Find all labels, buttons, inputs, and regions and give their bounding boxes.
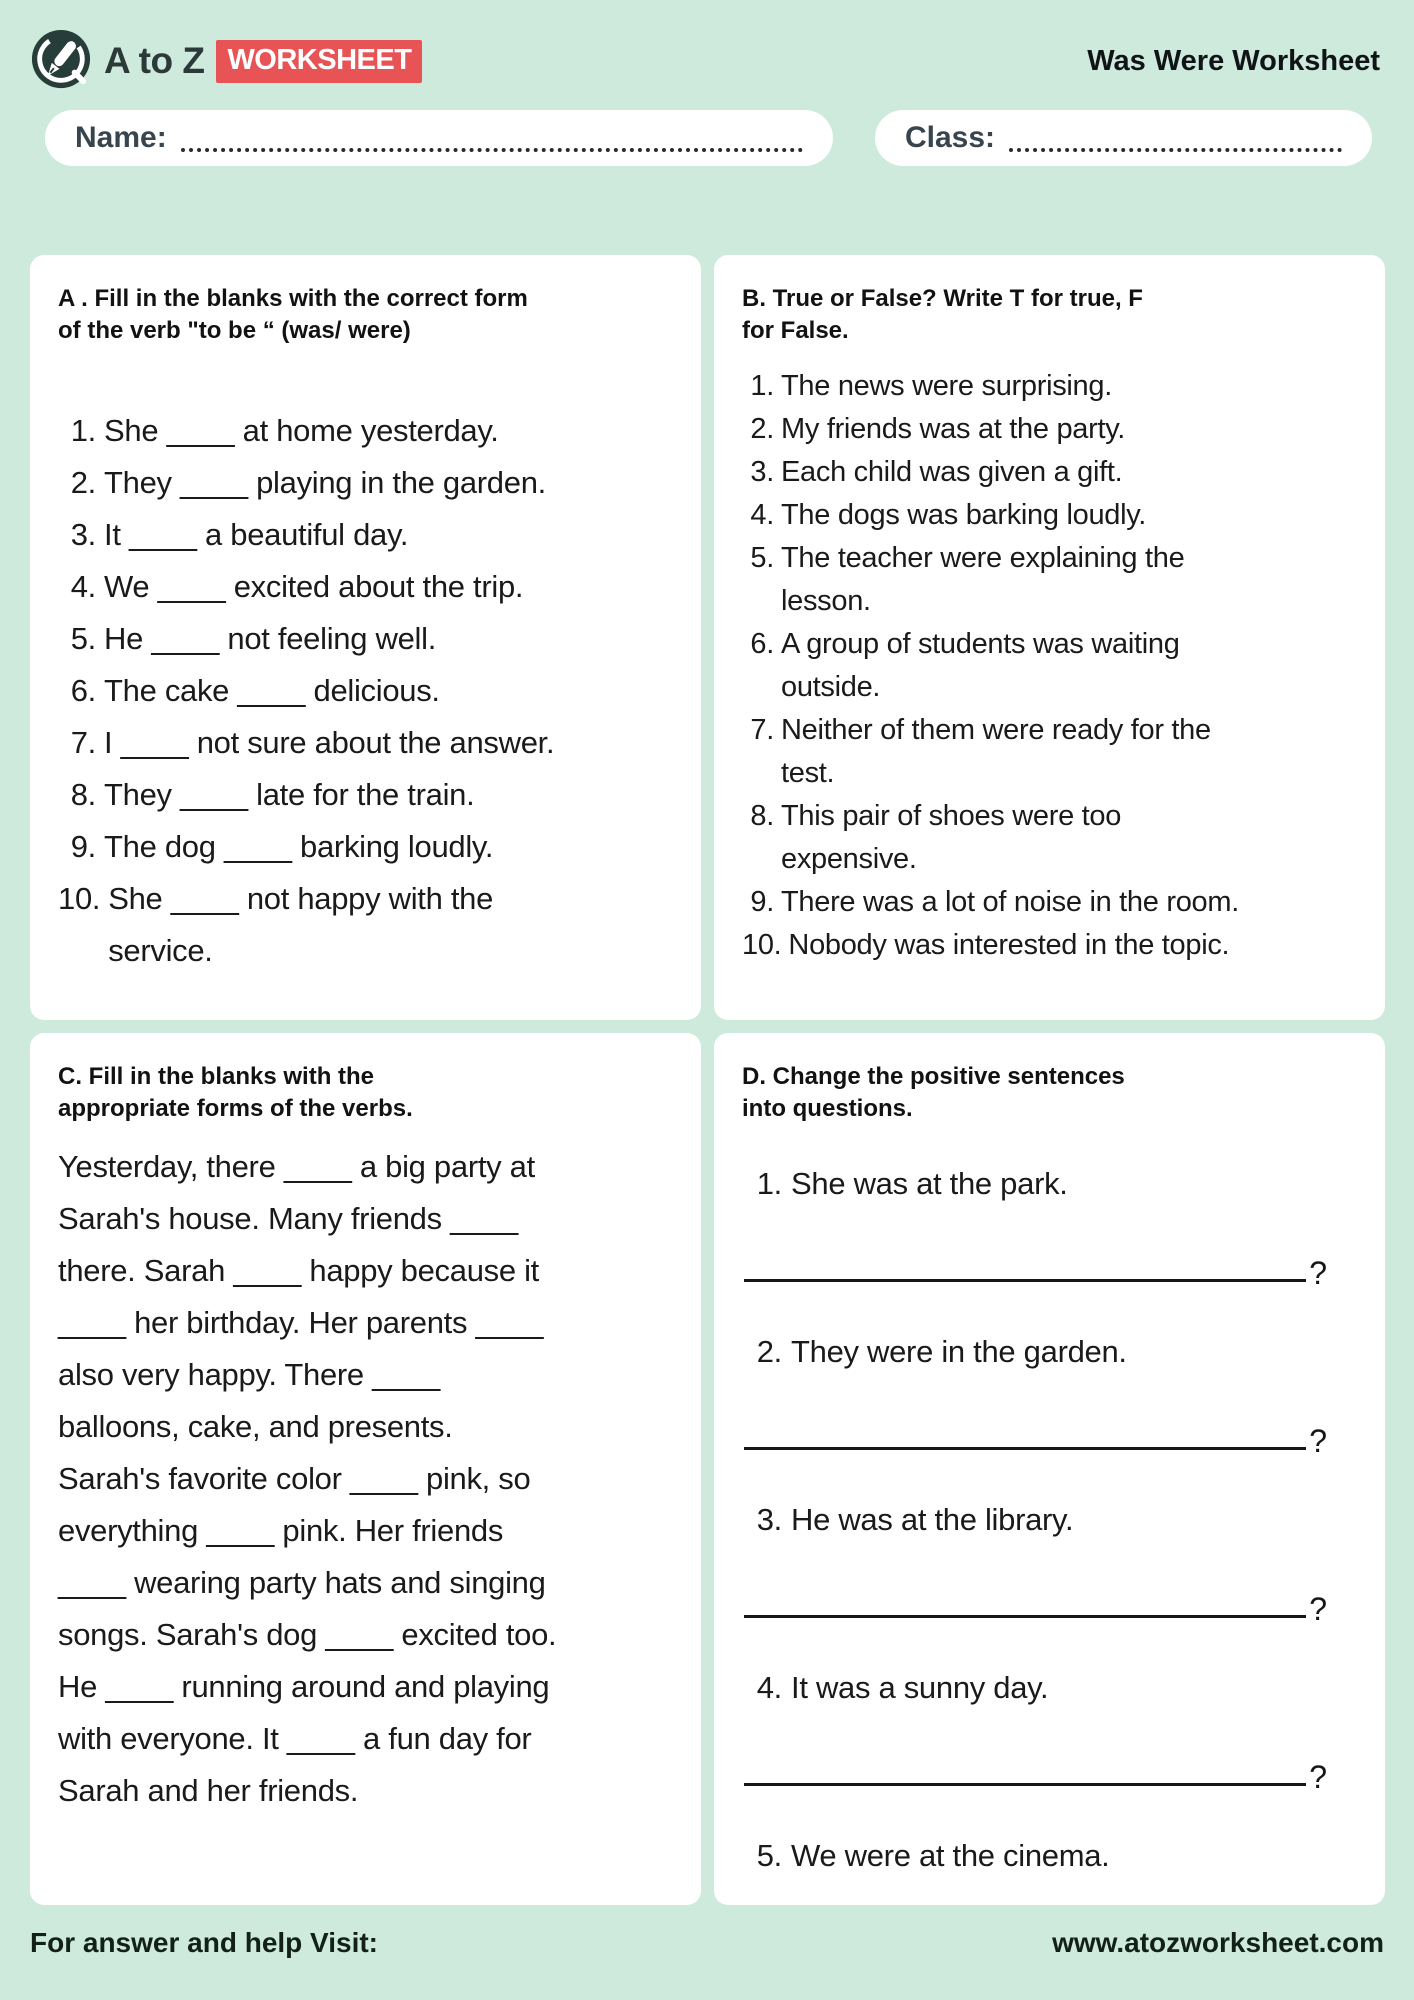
item-number: 1.	[756, 1166, 782, 1201]
section-a-card	[30, 255, 701, 1020]
true-false-item	[742, 795, 1264, 881]
brand-logo	[30, 28, 422, 95]
class-field	[875, 110, 1372, 166]
item-text: This pair of shoes were too expensive.	[781, 800, 1122, 875]
name-label: Name:	[75, 121, 167, 154]
section-d-heading	[742, 1061, 1357, 1125]
item-text: We were at the cinema.	[791, 1838, 1110, 1873]
item-number: 8.	[750, 800, 774, 832]
section-a-heading	[58, 283, 673, 347]
item-text: The dogs was barking loudly.	[781, 499, 1147, 531]
section-c-heading	[58, 1061, 673, 1125]
section-a-list	[58, 405, 598, 977]
student-fields-row	[0, 110, 1414, 166]
question-sentence	[742, 1499, 1357, 1541]
item-text: The dog ____ barking loudly.	[104, 829, 494, 864]
footer-website-url: www.atozworksheet.com	[1052, 1927, 1384, 1958]
item-number: 1.	[70, 413, 96, 448]
answer-line	[744, 1425, 1327, 1457]
item-number: 2.	[70, 465, 96, 500]
item-text: They were in the garden.	[791, 1334, 1127, 1369]
question-item	[742, 1835, 1357, 1905]
fill-blank-item	[58, 769, 598, 821]
footer-help-text: For answer and help Visit:	[30, 1927, 379, 1958]
worksheet-grid	[30, 255, 1385, 1905]
item-number: 7.	[70, 725, 96, 760]
pen-circle-icon	[30, 28, 92, 95]
item-number: 2.	[750, 413, 774, 445]
question-item	[742, 1331, 1357, 1457]
question-mark: ?	[1309, 1255, 1327, 1291]
question-item	[742, 1163, 1357, 1289]
item-number: 9.	[70, 829, 96, 864]
item-text: The cake ____ delicious.	[104, 673, 440, 708]
item-text: A group of students was waiting outside.	[781, 628, 1180, 703]
item-text: The teacher were explaining the lesson.	[781, 542, 1185, 617]
item-text: It was a sunny day.	[791, 1670, 1049, 1705]
answer-rule	[744, 1279, 1306, 1282]
item-text: I ____ not sure about the answer.	[104, 725, 555, 760]
item-number: 10.	[58, 881, 101, 916]
brand-badge: WORKSHEET	[216, 40, 422, 83]
section-c-heading-line2: appropriate forms of the verbs.	[58, 1095, 413, 1122]
section-b-heading-line2: for False.	[742, 317, 849, 344]
fill-blank-item	[58, 821, 598, 873]
item-number: 6.	[70, 673, 96, 708]
section-d-list	[742, 1163, 1357, 1905]
answer-rule	[744, 1447, 1306, 1450]
name-field	[45, 110, 833, 166]
item-number: 7.	[750, 714, 774, 746]
true-false-item	[742, 924, 1264, 967]
answer-line	[744, 1593, 1327, 1625]
class-label: Class:	[905, 121, 996, 154]
item-text: She ____ at home yesterday.	[104, 413, 499, 448]
item-number: 4.	[756, 1670, 782, 1705]
class-dotted-line	[1009, 148, 1342, 152]
section-b-card	[714, 255, 1385, 1020]
item-text: It ____ a beautiful day.	[104, 517, 409, 552]
page-title: Was Were Worksheet	[1087, 44, 1380, 77]
item-text: They ____ late for the train.	[104, 777, 475, 812]
question-item	[742, 1499, 1357, 1625]
fill-blank-item	[58, 561, 598, 613]
fill-blank-item	[58, 873, 598, 977]
fill-blank-item	[58, 613, 598, 665]
item-number: 5.	[756, 1838, 782, 1873]
fill-blank-item	[58, 457, 598, 509]
question-item	[742, 1667, 1357, 1793]
item-text: Neither of them were ready for the test.	[781, 714, 1211, 789]
true-false-item	[742, 365, 1264, 408]
answer-rule	[744, 1615, 1306, 1618]
true-false-item	[742, 408, 1264, 451]
item-text: There was a lot of noise in the room.	[781, 886, 1239, 918]
true-false-item	[742, 881, 1264, 924]
section-d-heading-line1: D. Change the positive sentences	[742, 1063, 1125, 1090]
section-d-card	[714, 1033, 1385, 1905]
section-b-heading-line1: B. True or False? Write T for true, F	[742, 285, 1143, 312]
true-false-item	[742, 451, 1264, 494]
item-number: 3.	[750, 456, 774, 488]
section-b-heading	[742, 283, 1357, 347]
answer-line	[744, 1761, 1327, 1793]
item-number: 1.	[750, 370, 774, 402]
footer	[0, 1905, 1414, 1959]
fill-blank-item	[58, 665, 598, 717]
item-number: 3.	[756, 1502, 782, 1537]
fill-blank-item	[58, 509, 598, 561]
section-d-heading-line2: into questions.	[742, 1095, 913, 1122]
answer-line	[744, 1257, 1327, 1289]
item-number: 3.	[70, 517, 96, 552]
section-c-card	[30, 1033, 701, 1905]
question-mark: ?	[1309, 1759, 1327, 1795]
item-number: 4.	[70, 569, 96, 604]
item-number: 9.	[750, 886, 774, 918]
item-text: He ____ not feeling well.	[104, 621, 437, 656]
item-number: 5.	[750, 542, 774, 574]
question-mark: ?	[1309, 1423, 1327, 1459]
answer-rule	[744, 1783, 1306, 1786]
item-text: The news were surprising.	[781, 370, 1112, 402]
item-text: Nobody was interested in the topic.	[788, 929, 1230, 961]
item-text: He was at the library.	[791, 1502, 1074, 1537]
item-number: 6.	[750, 628, 774, 660]
item-number: 5.	[70, 621, 96, 656]
item-text: They ____ playing in the garden.	[104, 465, 546, 500]
true-false-item	[742, 537, 1264, 623]
item-text: She was at the park.	[791, 1166, 1068, 1201]
section-a-heading-line2: of the verb "to be “ (was/ were)	[58, 317, 411, 344]
fill-blank-item	[58, 405, 598, 457]
item-number: 10.	[742, 929, 782, 961]
question-sentence	[742, 1331, 1357, 1373]
question-sentence	[742, 1667, 1357, 1709]
item-text: My friends was at the party.	[781, 413, 1126, 445]
section-c-heading-line1: C. Fill in the blanks with the	[58, 1063, 375, 1090]
fill-blank-item	[58, 717, 598, 769]
item-number: 8.	[70, 777, 96, 812]
item-text: Each child was given a gift.	[781, 456, 1123, 488]
true-false-item	[742, 494, 1264, 537]
item-number: 2.	[756, 1334, 782, 1369]
section-b-list	[742, 365, 1264, 967]
question-mark: ?	[1309, 1591, 1327, 1627]
question-sentence	[742, 1163, 1357, 1205]
item-text: She ____ not happy with the service.	[108, 881, 494, 968]
item-number: 4.	[750, 499, 774, 531]
true-false-item	[742, 709, 1264, 795]
brand-name: A to Z	[104, 40, 205, 81]
question-sentence	[742, 1835, 1357, 1877]
header	[0, 0, 1414, 92]
name-dotted-line	[181, 148, 803, 152]
section-a-heading-line1: A . Fill in the blanks with the correct form	[58, 285, 528, 312]
true-false-item	[742, 623, 1264, 709]
story-paragraph: Yesterday, there ____ a big party at Sarah's house. Many friends ____ there. Sarah ____ happy because it ____ her birthday. Her parents ____ also very happy. There ____ balloons, cake, and presents. Sarah's favorite color ____ pink, so everything ____ pink. Her friends ____ wearing party hats and singing songs. Sarah's dog ____ excited too. He ____ running around and playing with everyone. It ____ a fun day for Sarah and her friends.	[58, 1149, 557, 1808]
item-text: We ____ excited about the trip.	[104, 569, 524, 604]
